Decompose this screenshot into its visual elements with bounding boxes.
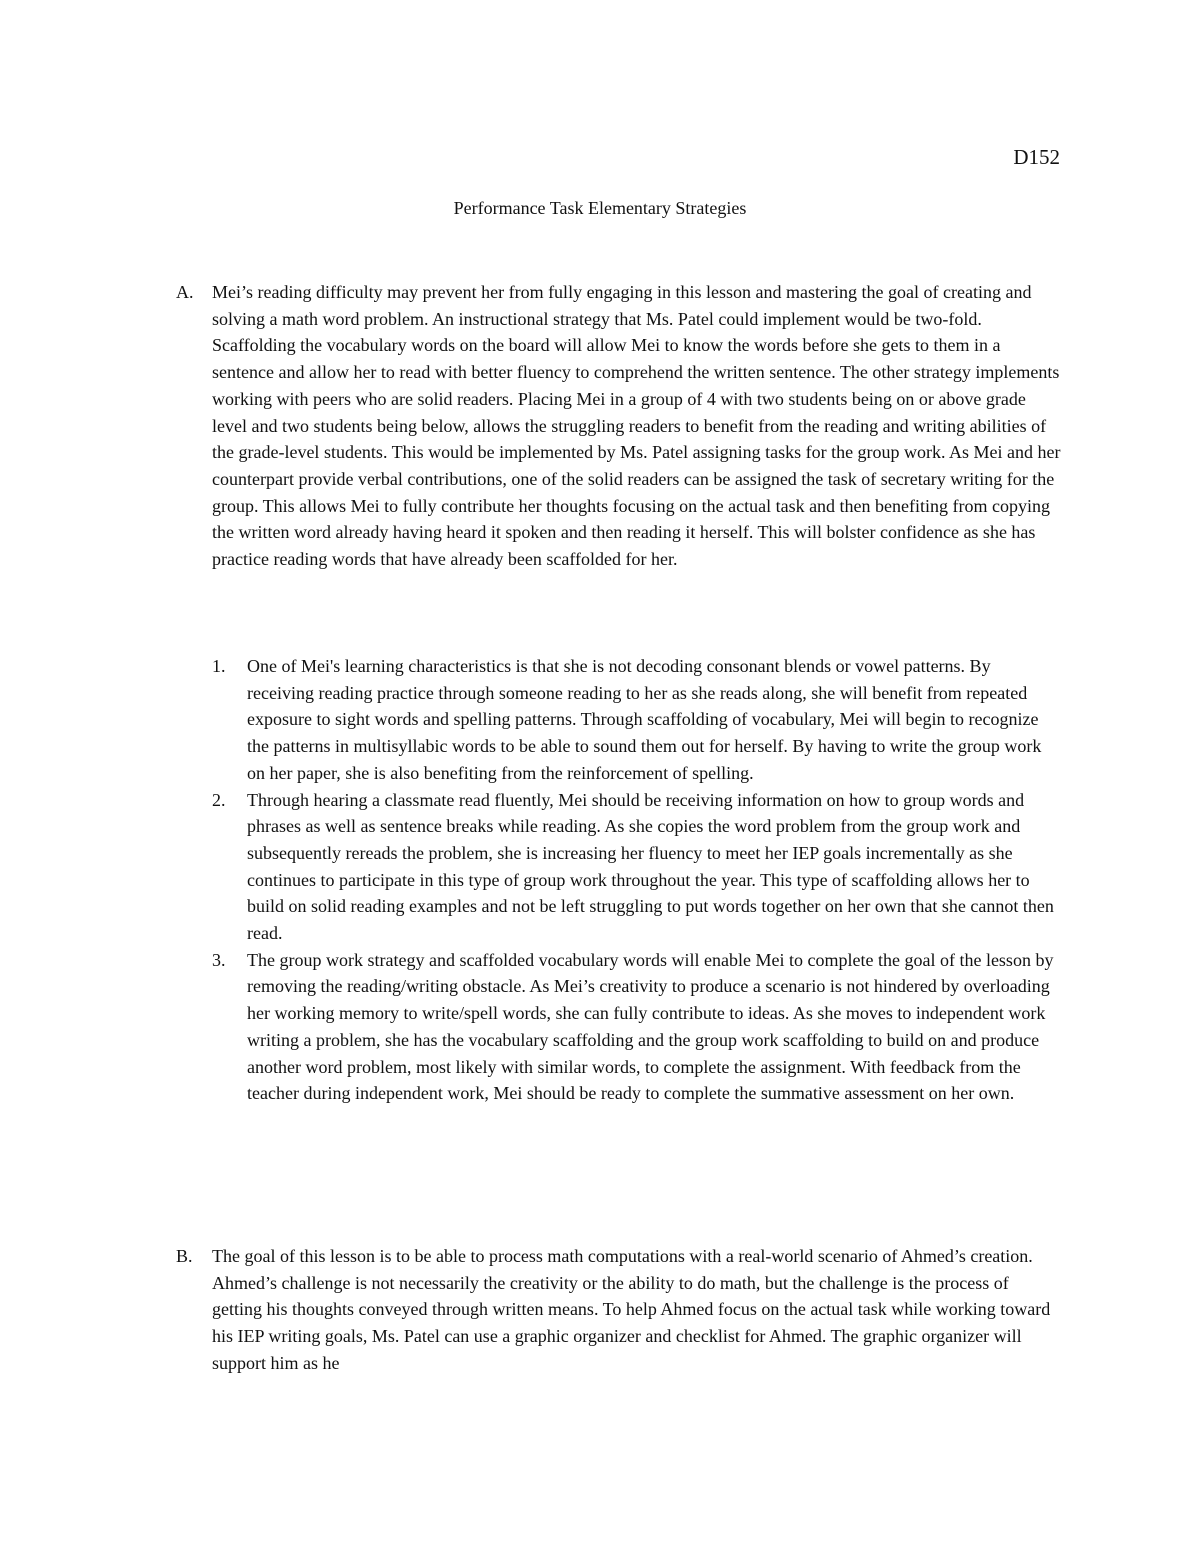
section-b-label: B. xyxy=(176,1246,193,1266)
list-item xyxy=(212,947,1062,1107)
section-b-paragraph: The goal of this lesson is to be able to process math computations with a real-world scenario of Ahmed’s creation. Ahmed’s challenge is not necessarily the creativity or the ability to do math, but the challenge is the process of getting his thoughts conveyed through written means. To help Ahmed focus on the actual task while working toward his IEP writing goals, Ms. Patel can use a graphic organizer and checklist for Ahmed. The graphic organizer will support him as he xyxy=(212,1246,1051,1373)
list-item-text: Through hearing a classmate read fluently, Mei should be receiving information on how to group words and phrases as well as sentence breaks while reading. As she copies the word problem from the group work and subsequently rereads the problem, she is increasing her fluency to meet her IEP goals incrementally as she continues to participate in this type of group work throughout the year. This type of scaffolding allows her to build on solid reading examples and not be left struggling to put words together on her own that she cannot then read. xyxy=(247,789,1054,944)
list-item-text: One of Mei's learning characteristics is that she is not decoding consonant blends or vowel patterns. By receiving reading practice through someone reading to her as she reads along, she will benefit from repeated exposure to sight words and spelling patterns. Through scaffolding of vocabulary, Mei will begin to recognize the patterns in multisyllabic words to be able to sound them out for herself. By having to write the group work on her paper, she is also benefiting from the reinforcement of spelling. xyxy=(247,656,1042,783)
list-item-number: 3. xyxy=(212,949,226,970)
section-a xyxy=(176,279,1061,573)
document-code: D152 xyxy=(1013,145,1060,169)
section-a-numbered-list xyxy=(212,653,1062,1107)
list-item xyxy=(212,653,1062,787)
list-item-text: The group work strategy and scaffolded vocabulary words will enable Mei to complete the goal of the lesson by removing the reading/writing obstacle. As Mei’s creativity to produce a scenario is not hindered by overloading her working memory to write/spell words, she can fully contribute to ideas. As she moves to independent work writing a problem, she has the vocabulary scaffolding and the group work scaffolding to build on and produce another word problem, most likely with similar words, to complete the assignment. With feedback from the teacher during independent work, Mei should be ready to complete the summative assessment on her own. xyxy=(247,949,1054,1104)
list-item xyxy=(212,787,1062,947)
section-b xyxy=(176,1243,1061,1377)
list-item-number: 1. xyxy=(212,656,226,676)
section-a-label: A. xyxy=(176,282,194,302)
section-a-paragraph: Mei’s reading difficulty may prevent her from fully engaging in this lesson and mastering the goal of creating and solving a math word problem. An instructional strategy that Ms. Patel could implement would be two-fold. Scaffolding the vocabulary words on the board will allow Mei to know the words before she gets to them in a sentence and allow her to read with better fluency to comprehend the written sentence. The other strategy implements working with peers who are solid readers. Placing Mei in a group of 4 with two students being on or above grade level and two students being below, allows the struggling readers to benefit from the reading and writing abilities of the grade-level students. This would be implemented by Ms. Patel assigning tasks for the group work. As Mei and her counterpart provide verbal contributions, one of the solid readers can be assigned the task of secretary writing for the group. This allows Mei to fully contribute her thoughts focusing on the actual task and then benefiting from copying the written word already having heard it spoken and then reading it herself. This will bolster confidence as she has practice reading words that have already been scaffolded for her. xyxy=(212,282,1061,570)
document-title: Performance Task Elementary Strategies xyxy=(453,198,747,218)
list-item-number: 2. xyxy=(212,789,226,810)
